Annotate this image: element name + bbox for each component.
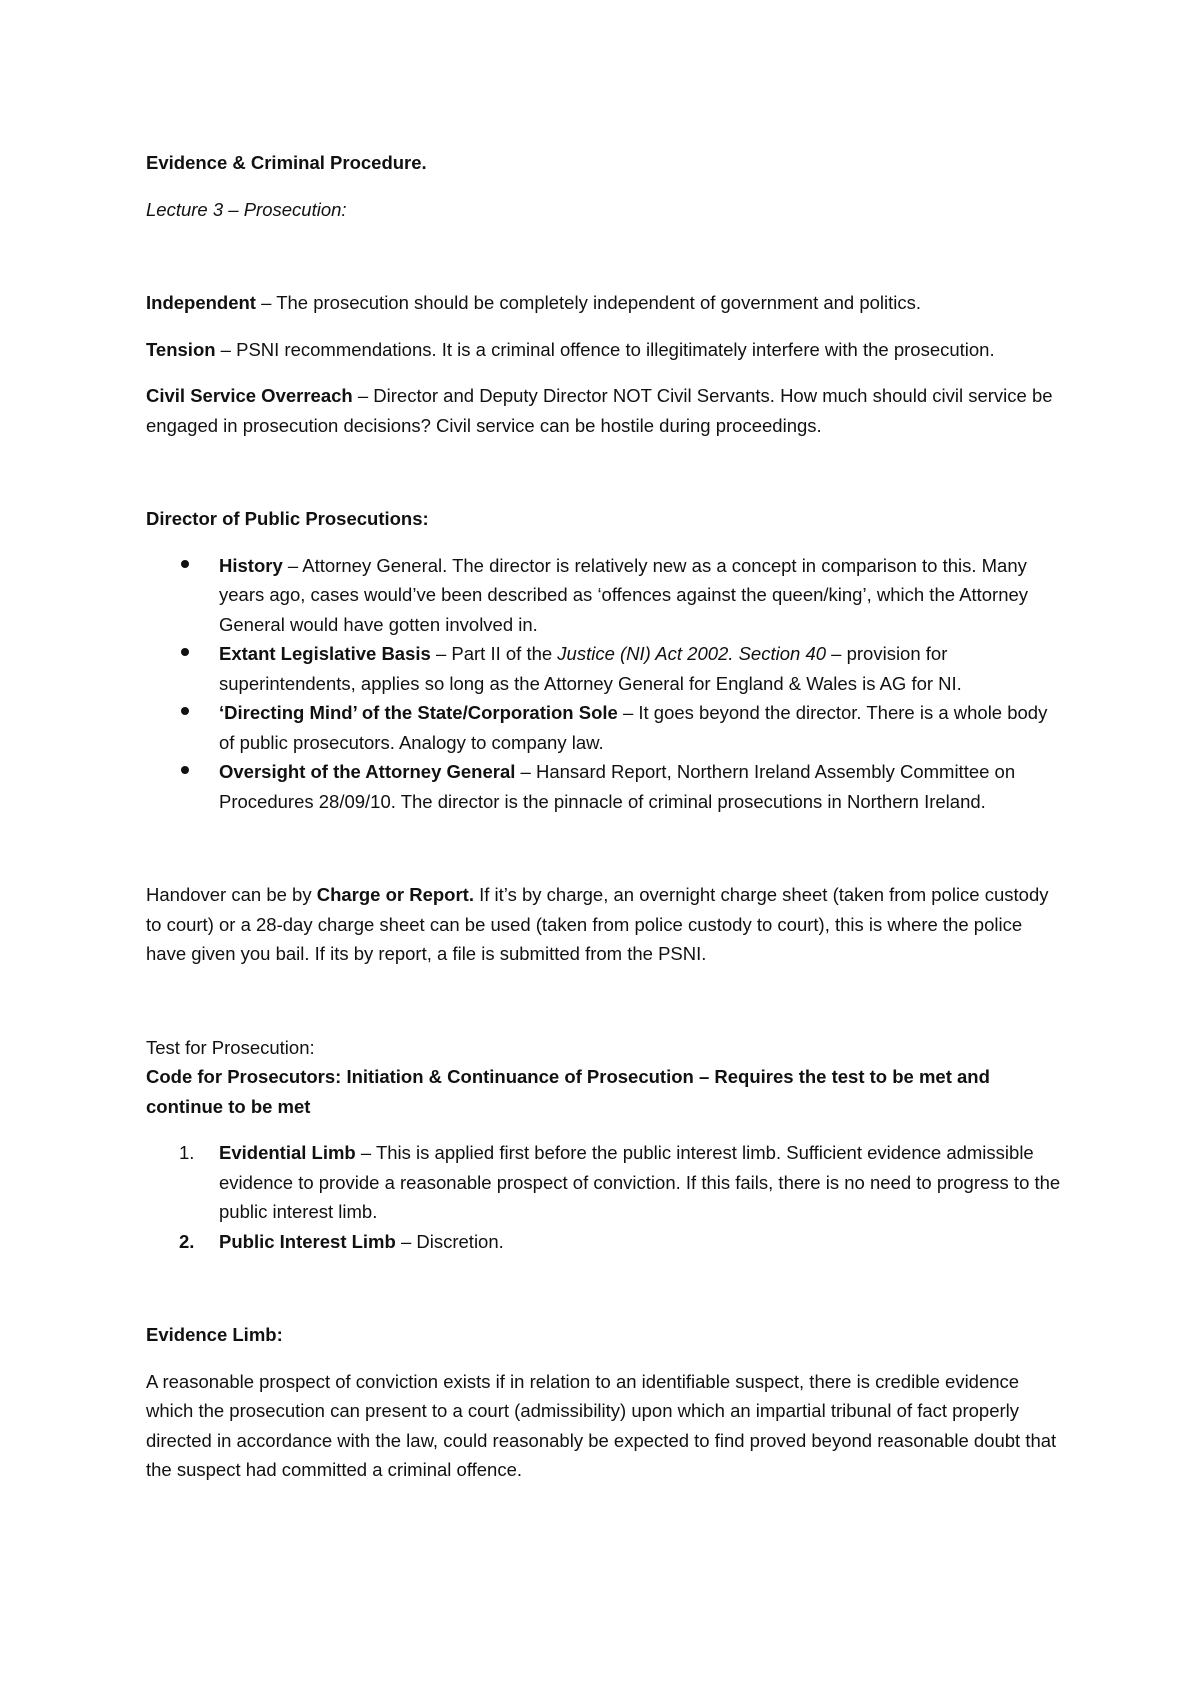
- bullet-icon: [181, 707, 189, 715]
- section-heading-evidence: [146, 1320, 1066, 1350]
- definition: – provision for superintendents, applies so long as the Attorney General for England & Wales is AG for NI.: [219, 643, 962, 694]
- bullet-icon: [181, 766, 189, 774]
- list-item: [179, 1138, 1066, 1227]
- definition: – It goes beyond the director. There is a whole body of public prosecutors. Analogy to company law.: [219, 702, 1048, 753]
- statute-citation: Justice (NI) Act 2002. Section 40: [557, 643, 827, 664]
- list-item: [219, 698, 1066, 757]
- section-subheading-code: [146, 1062, 1066, 1121]
- lecture-text: Lecture 3 – Prosecution:: [146, 198, 347, 220]
- definition: – Hansard Report, Northern Ireland Assembly Committee on Procedures 28/09/10. The director is the pinnacle of criminal prosecutions in Northern Ireland.: [219, 761, 1016, 812]
- list-item: [179, 1227, 1066, 1257]
- document-body: [146, 148, 1066, 1485]
- definition: – Attorney General. The director is relatively new as a concept in comparison to this. Many years ago, cases would’ve been described as ‘offences against the queen/king’, which the Attorney General would have gotten involved in.: [219, 554, 1029, 635]
- bullet-icon: [181, 648, 189, 656]
- lecture-subtitle: [146, 195, 1066, 225]
- term: Evidential Limb: [219, 1142, 356, 1163]
- section-heading-test: [146, 1033, 1066, 1063]
- intro-paragraph-civil-service: [146, 381, 1066, 440]
- list-number: 2.: [179, 1230, 195, 1252]
- dpp-bullet-list: [146, 551, 1066, 817]
- term: Public Interest Limb: [219, 1230, 396, 1252]
- heading-text: Evidence Limb:: [146, 1324, 283, 1345]
- definition: – This is applied first before the public interest limb. Sufficient evidence admissible evidence to provide a reasonable prospect of conviction. If this fails, there is no need to progress to the public interest limb.: [219, 1142, 1061, 1222]
- definition: – Discretion.: [395, 1230, 504, 1252]
- term: Independent: [146, 292, 256, 313]
- term: History: [219, 554, 283, 576]
- list-item: [219, 551, 1066, 640]
- definition: – The prosecution should be completely independent of government and politics.: [255, 292, 922, 313]
- handover-prefix: Handover can be by: [146, 884, 317, 905]
- handover-text: If it’s by charge, an overnight charge sheet (taken from police custody to court) or a 28-day charge sheet can be used (taken from police custody to court), this is where the police have given you bail. If its by report, a file is submitted from the PSNI.: [146, 884, 1049, 964]
- handover-term: Charge or Report.: [316, 884, 474, 905]
- definition-prefix: – Part II of the: [430, 643, 558, 664]
- term: Oversight of the Attorney General: [219, 761, 516, 782]
- definition: – Director and Deputy Director NOT Civil Servants. How much should civil service be engaged in prosecution decisions? Civil service can be hostile during proceedings.: [146, 385, 1053, 436]
- list-item: [219, 757, 1066, 816]
- term: Civil Service Overreach: [146, 385, 353, 406]
- list-number: 1.: [179, 1142, 195, 1163]
- intro-paragraph-independent: [146, 288, 1066, 318]
- evidence-text: A reasonable prospect of conviction exists if in relation to an identifiable suspect, there is credible evidence which the prosecution can present to a court (admissibility) upon which an impartial tribunal of fact properly directed in accordance with the law, could reasonably be expected to find proved beyond reasonable doubt that the suspect had committed a criminal offence.: [146, 1370, 1057, 1480]
- term: Extant Legislative Basis: [219, 643, 431, 664]
- title-text: Evidence & Criminal Procedure.: [146, 152, 427, 173]
- list-item: [219, 639, 1066, 698]
- term: ‘Directing Mind’ of the State/Corporation Sole: [219, 702, 618, 723]
- subheading-text: Code for Prosecutors: Initiation & Continuance of Prosecution – Requires the test to be met and continue to be met: [146, 1066, 990, 1117]
- handover-paragraph: [146, 880, 1066, 969]
- definition: – PSNI recommendations. It is a criminal offence to illegitimately interfere with the prosecution.: [215, 338, 995, 360]
- heading-text: Director of Public Prosecutions:: [146, 508, 429, 529]
- test-numbered-list: [146, 1138, 1066, 1256]
- intro-paragraph-tension: [146, 335, 1066, 365]
- heading-text: Test for Prosecution:: [146, 1036, 315, 1058]
- document-title: [146, 148, 1066, 178]
- section-heading-dpp: [146, 504, 1066, 534]
- term: Tension: [146, 338, 216, 360]
- evidence-paragraph: [146, 1367, 1066, 1485]
- bullet-icon: [181, 560, 189, 568]
